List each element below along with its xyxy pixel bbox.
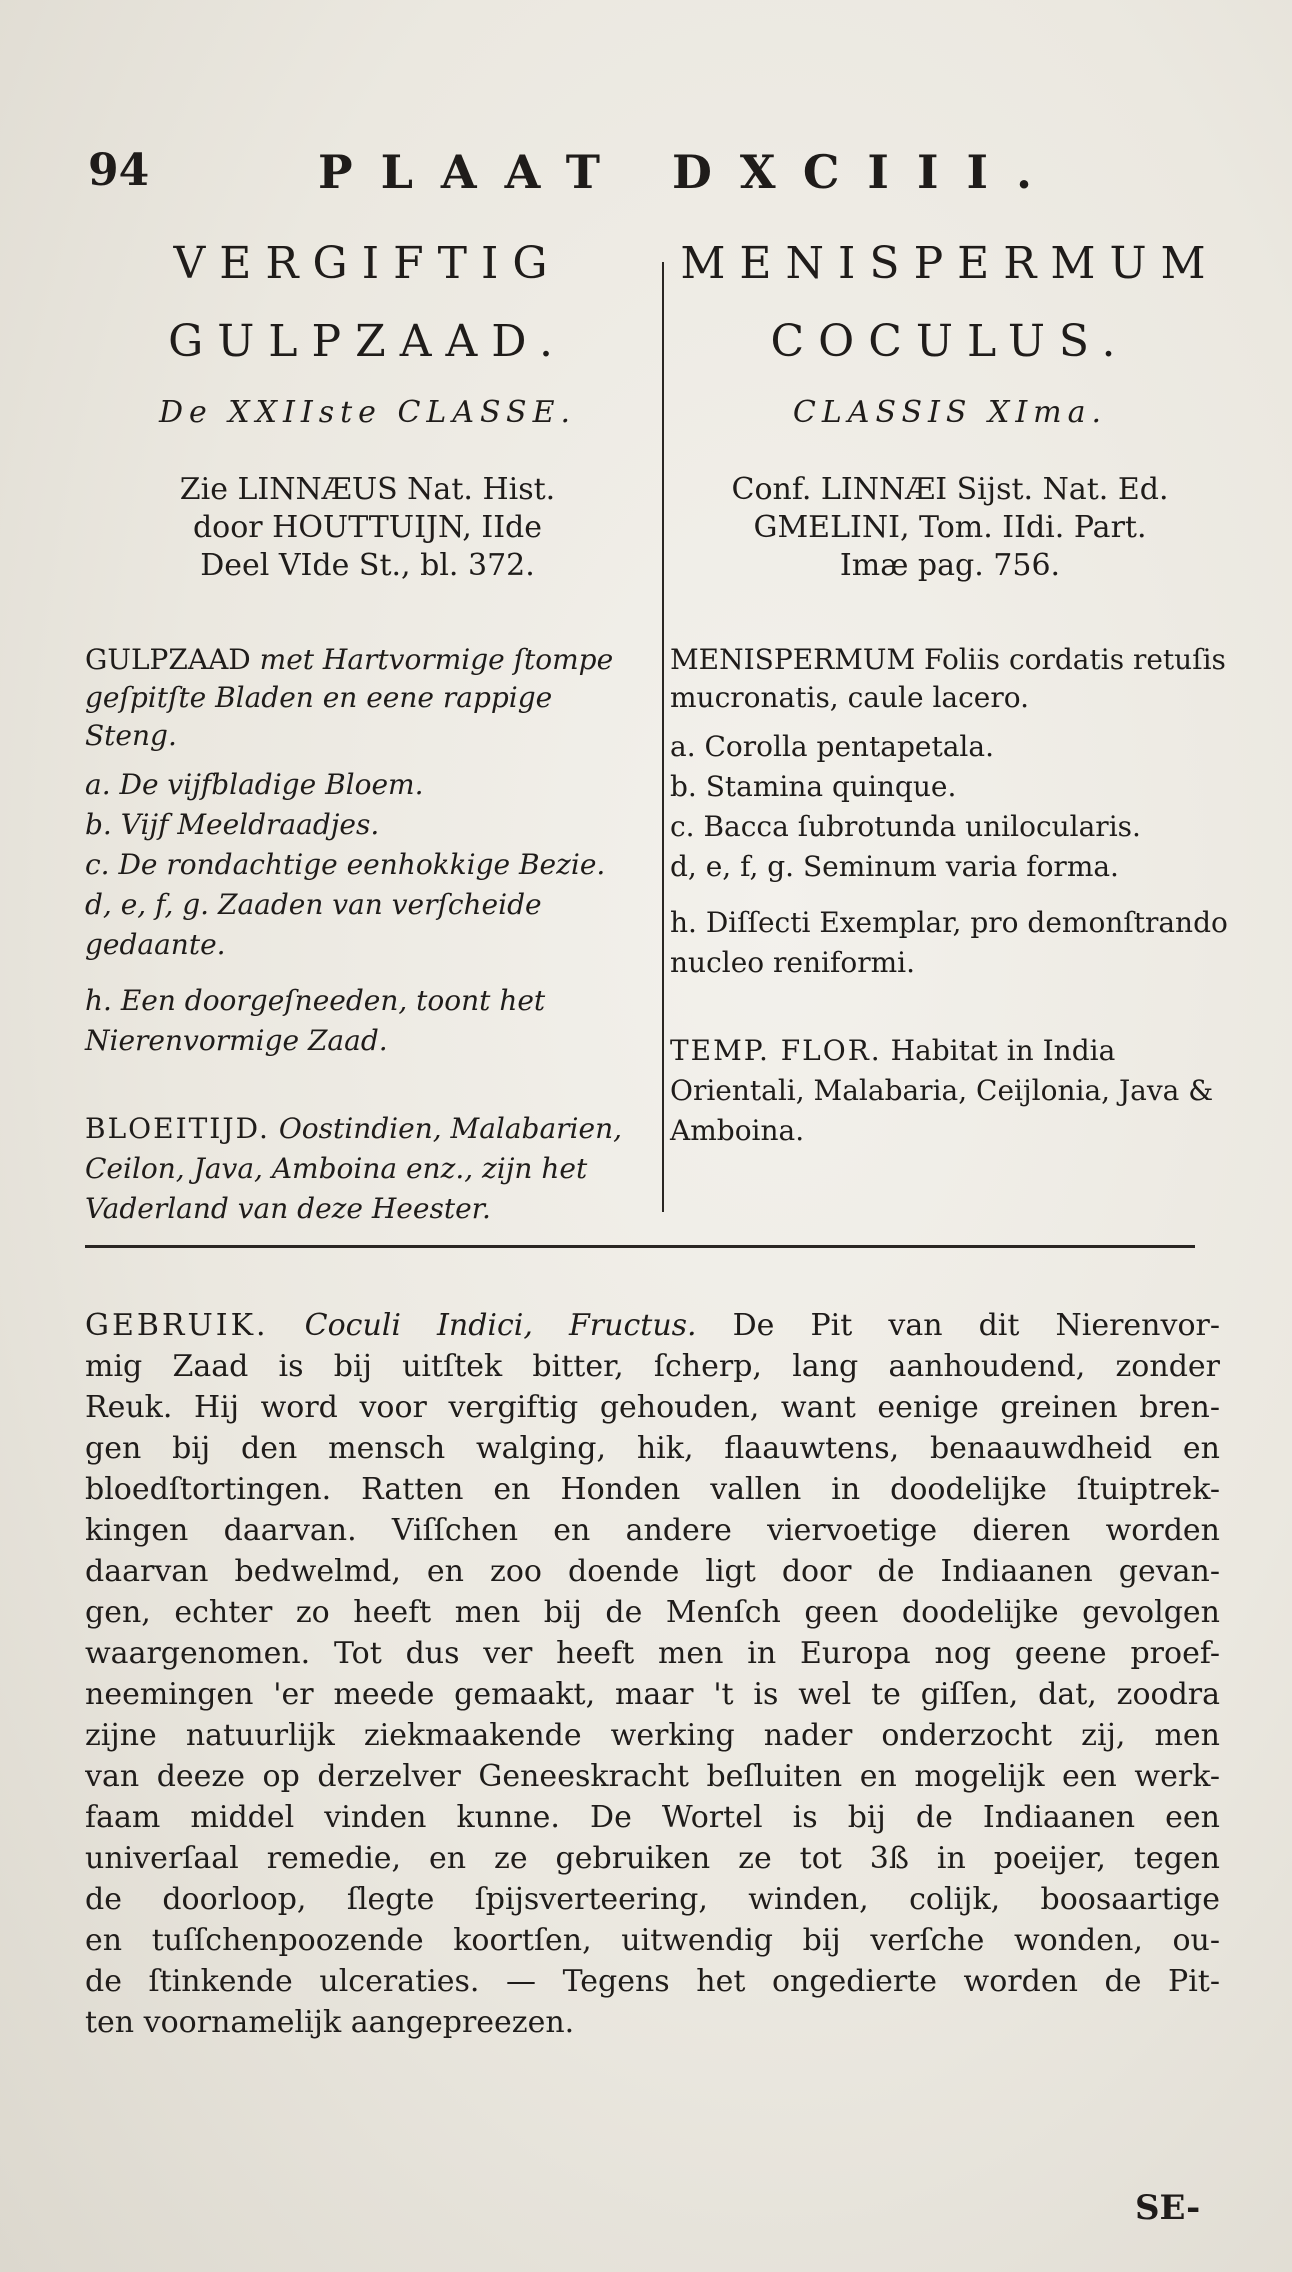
latin-description-lead: MENISPERMUM (670, 643, 916, 676)
usage-line: neemingen 'er meede gemaakt, maar 't is wel te giſſen, dat, zoodra (85, 1677, 1220, 1712)
list-item: d, e, f, g. Seminum varia forma. (670, 850, 1119, 883)
latin-reference-line: GMELINI, Tom. IIdi. Part. (753, 510, 1147, 545)
usage-line: de doorloop, ſlegte ſpijsverteering, winden, colijk, boosaartige (85, 1882, 1220, 1917)
usage-line: bloedſtortingen. Ratten en Honden vallen in doodelijke ſtuiptrek- (85, 1472, 1220, 1507)
column-divider (662, 262, 664, 1212)
dutch-description (85, 641, 650, 755)
latin-description-text: Foliis cordatis retuſis mucronatis, caule lacero. (670, 643, 1226, 714)
dutch-flowering-lead: BLOEITIJD. (85, 1112, 270, 1145)
usage-line: en tuſſchenpoozende koortſen, uitwendig bij verſche wonden, ou- (85, 1923, 1220, 1958)
dutch-description-text: met Hartvormige ſtompe geſpitſte Bladen en eene rappige Steng. (85, 643, 614, 752)
latin-figure-list (670, 727, 1230, 983)
list-item: h. Diſſecti Exemplar, pro demonſtrando nucleo reniformi. (670, 906, 1228, 979)
dutch-reference (85, 471, 650, 585)
dutch-title-line1: VERGIFTIG (173, 238, 562, 289)
usage-lead: GEBRUIK. (85, 1308, 269, 1343)
usage-line: mig Zaad is bij uitſtek bitter, ſcherp, lang aanhoudend, zonder (85, 1349, 1220, 1384)
list-item: d, e, f, g. Zaaden van verſcheide gedaante. (85, 888, 542, 961)
plate-title: PLAAT DXCIII. (318, 145, 1060, 199)
latin-reference-line: Conf. LINNÆI Sijst. Nat. Ed. (731, 472, 1169, 507)
latin-column (670, 225, 1230, 1151)
usage-line: univerſaal remedie, en ze gebruiken ze tot 3ß in poeijer, tegen (85, 1841, 1220, 1876)
usage-line: zijne natuurlijk ziekmaakende werking nader onderzocht zij, men (85, 1718, 1220, 1753)
latin-flowering-lead: TEMP. FLOR. (670, 1034, 882, 1067)
list-item: b. Vijf Meeldraadjes. (85, 808, 380, 841)
page-header (88, 145, 1238, 205)
list-item: b. Stamina quinque. (670, 770, 957, 803)
latin-classis: CLASSIS XIma. (792, 395, 1108, 430)
section-divider (85, 1245, 1195, 1248)
usage-line: daarvan bedwelmd, en zoo doende ligt door de Indiaanen gevan- (85, 1554, 1220, 1589)
usage-line: Reuk. Hij word voor vergiftig gehouden, want eenige greinen bren- (85, 1390, 1220, 1425)
usage-line (85, 1305, 1220, 1346)
dutch-classe: De XXIIste CLASSE. (158, 395, 577, 430)
usage-line: van deeze op derzelver Geneeskracht beſluiten en mogelijk een werk- (85, 1759, 1220, 1794)
usage-line: ten voornamelijk aangepreezen. (85, 2005, 575, 2040)
usage-line: faam middel vinden kunne. De Wortel is bij de Indiaanen een (85, 1800, 1220, 1835)
list-item: a. Corolla pentapetala. (670, 730, 994, 763)
latin-reference (670, 471, 1230, 585)
usage-line-text: De Pit van dit Nierenvor- (696, 1308, 1220, 1343)
latin-description (670, 641, 1230, 717)
dutch-reference-line: Zie LINNÆUS Nat. Hist. (179, 472, 556, 507)
dutch-title-line2: GULPZAAD. (168, 316, 567, 367)
catchword: SE- (1135, 2188, 1201, 2228)
dutch-description-lead: GULPZAAD (85, 643, 251, 676)
latin-reference-line: Imæ pag. 756. (839, 548, 1061, 583)
dutch-flowering-time (85, 1109, 650, 1229)
dutch-figure-list (85, 765, 650, 1061)
list-item: h. Een doorgeſneeden, toont het Nierenvormige Zaad. (85, 984, 546, 1057)
dutch-reference-line: Deel VIde St., bl. 372. (200, 548, 535, 583)
usage-section (85, 1305, 1220, 2043)
usage-latin-name: Coculi Indici, Fructus. (304, 1308, 697, 1343)
latin-title-line1: MENISPERMUM (680, 238, 1220, 289)
usage-line: gen bij den mensch walging, hik, flaauwtens, benaauwdheid en (85, 1431, 1220, 1466)
dutch-reference-line: door HOUTTUIJN, IIde (192, 510, 543, 545)
list-item: c. Bacca ſubrotunda unilocularis. (670, 810, 1141, 843)
list-item: a. De vijfbladige Bloem. (85, 768, 424, 801)
latin-flowering-time (670, 1031, 1230, 1151)
dutch-flowering-text: Oostindien, Malabarien, Ceilon, Java, Amboina enz., zijn het Vaderland van deze Heester. (85, 1112, 623, 1225)
spacer (670, 887, 1230, 903)
page-number: 94 (88, 145, 150, 196)
latin-title-line2: COCULUS. (770, 316, 1130, 367)
list-item: c. De rondachtige eenhokkige Bezie. (85, 848, 606, 881)
spacer (85, 965, 650, 981)
latin-flowering-text: Habitat in India Orientali, Malabaria, Ceijlonia, Java & Amboina. (670, 1034, 1214, 1147)
usage-line: de ſtinkende ulceraties. — Tegens het ongedierte worden de Pit- (85, 1964, 1220, 1999)
usage-line: gen, echter zo heeft men bij de Menſch geen doodelijke gevolgen (85, 1595, 1220, 1630)
usage-line: waargenomen. Tot dus ver heeft men in Europa nog geene proef- (85, 1636, 1220, 1671)
dutch-column (85, 225, 650, 1229)
usage-line: kingen daarvan. Viſſchen en andere viervoetige dieren worden (85, 1513, 1220, 1548)
